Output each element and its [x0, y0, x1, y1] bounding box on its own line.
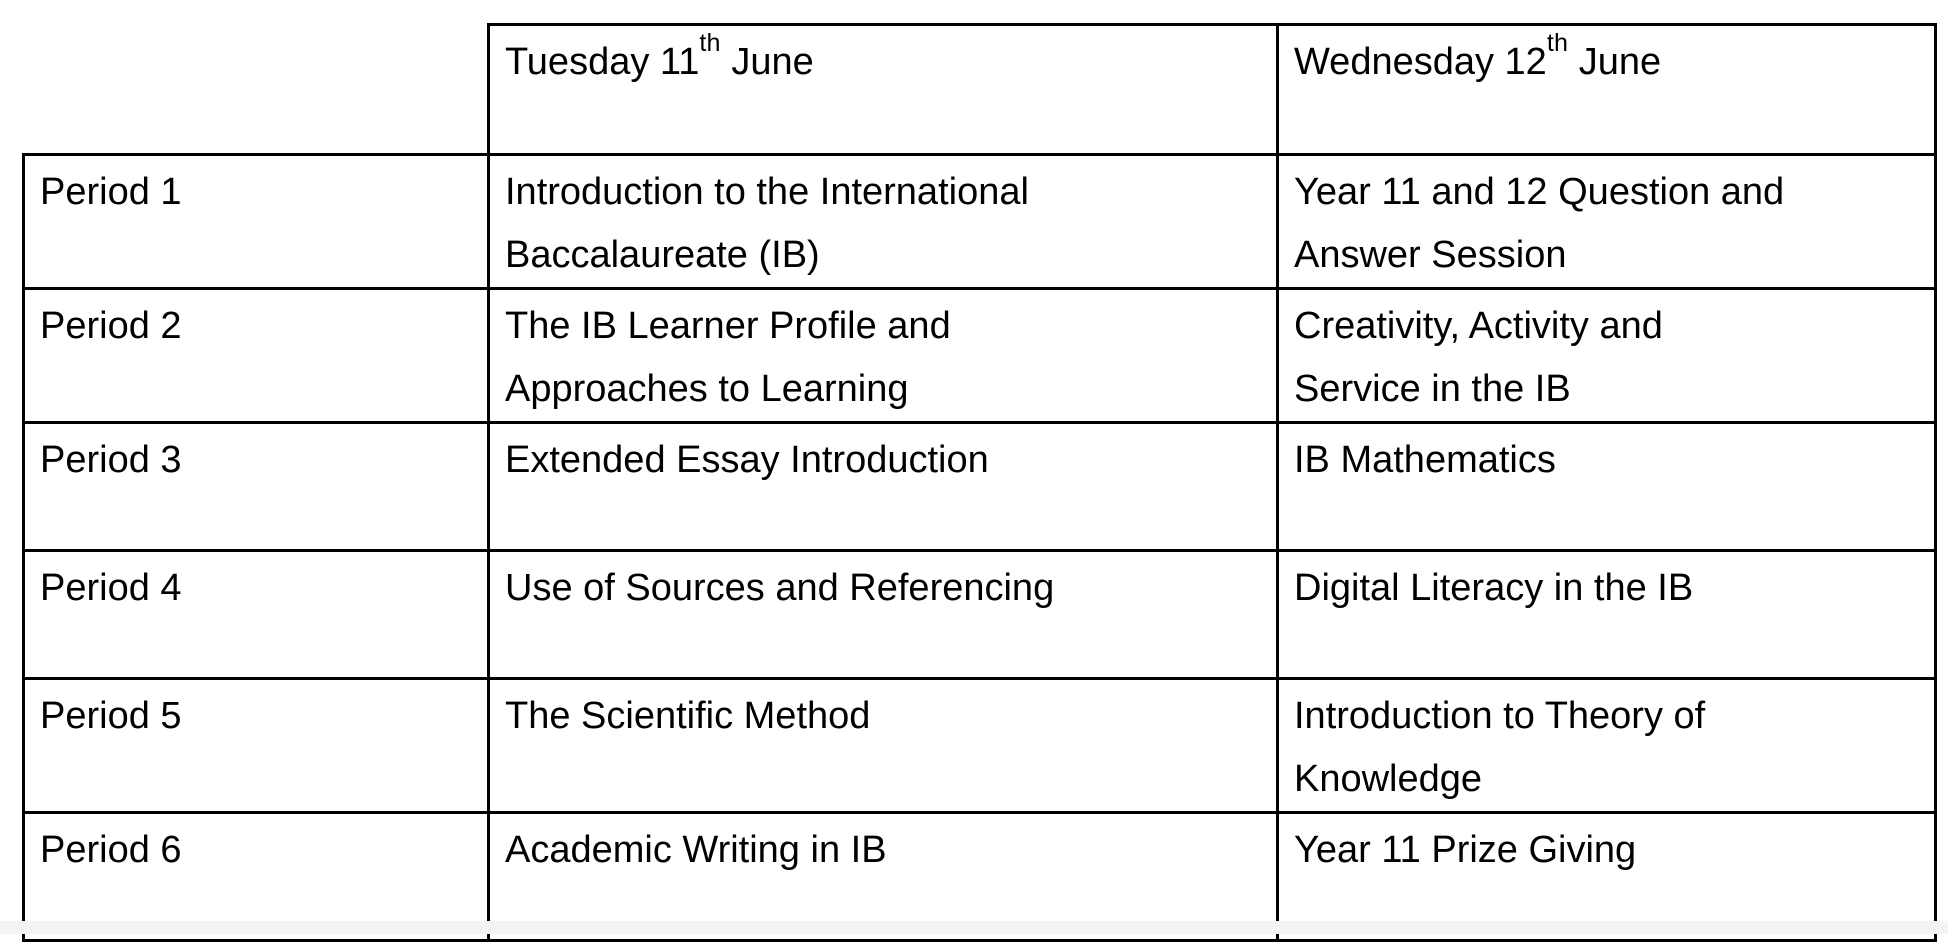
tuesday-session-cell — [489, 423, 1278, 551]
period-label: Period 5 — [40, 695, 182, 737]
day-header-tuesday-month: June — [720, 41, 814, 83]
session-line: IB Mathematics — [1294, 439, 1556, 481]
session-line: Digital Literacy in the IB — [1294, 567, 1694, 609]
timetable — [22, 23, 1937, 942]
ordinal-suffix: th — [1546, 28, 1569, 57]
day-header-tuesday — [489, 25, 1278, 155]
wednesday-session-cell — [1278, 155, 1936, 289]
session-line: Academic Writing in IB — [505, 829, 887, 871]
session-line: Introduction to Theory of — [1294, 695, 1706, 737]
wednesday-session-cell — [1278, 289, 1936, 423]
session-line: Introduction to the International — [505, 171, 1029, 213]
day-header-tuesday-text: Tuesday 11 — [505, 41, 700, 83]
period-label-cell — [24, 679, 489, 813]
row-period-2 — [24, 289, 1936, 423]
session-line: The Scientific Method — [505, 695, 871, 737]
day-header-wednesday-month: June — [1568, 41, 1662, 83]
session-line: Approaches to Learning — [505, 368, 909, 410]
period-label: Period 4 — [40, 567, 182, 609]
session-line: Knowledge — [1294, 758, 1483, 800]
wednesday-session-cell — [1278, 423, 1936, 551]
period-label: Period 2 — [40, 305, 182, 347]
header-row — [24, 25, 1936, 155]
tuesday-session-cell — [489, 155, 1278, 289]
session-line: Baccalaureate (IB) — [505, 234, 820, 276]
session-line: The IB Learner Profile and — [505, 305, 951, 347]
period-label: Period 6 — [40, 829, 182, 871]
ordinal-suffix: th — [699, 28, 721, 57]
period-label-cell — [24, 155, 489, 289]
wednesday-session-cell — [1278, 551, 1936, 679]
tuesday-session-cell — [489, 289, 1278, 423]
session-line: Creativity, Activity and — [1294, 305, 1663, 347]
session-line: Extended Essay Introduction — [505, 439, 989, 481]
period-label-cell — [24, 551, 489, 679]
session-line: Year 11 and 12 Question and — [1294, 171, 1785, 213]
session-line: Year 11 Prize Giving — [1294, 829, 1637, 871]
wednesday-session-cell — [1278, 679, 1936, 813]
period-label: Period 3 — [40, 439, 182, 481]
tuesday-session-cell — [489, 551, 1278, 679]
period-label-cell — [24, 423, 489, 551]
period-label: Period 1 — [40, 171, 182, 213]
day-header-wednesday-text: Wednesday 12 — [1294, 41, 1547, 83]
session-line: Answer Session — [1294, 234, 1567, 276]
session-line: Use of Sources and Referencing — [505, 567, 1055, 609]
corner-cell — [24, 25, 489, 155]
row-period-3 — [24, 423, 1936, 551]
tuesday-session-cell — [489, 679, 1278, 813]
day-header-wednesday — [1278, 25, 1936, 155]
row-period-5 — [24, 679, 1936, 813]
row-period-4 — [24, 551, 1936, 679]
page-bottom-edge — [0, 921, 1948, 934]
session-line: Service in the IB — [1294, 368, 1571, 410]
row-period-1 — [24, 155, 1936, 289]
period-label-cell — [24, 289, 489, 423]
